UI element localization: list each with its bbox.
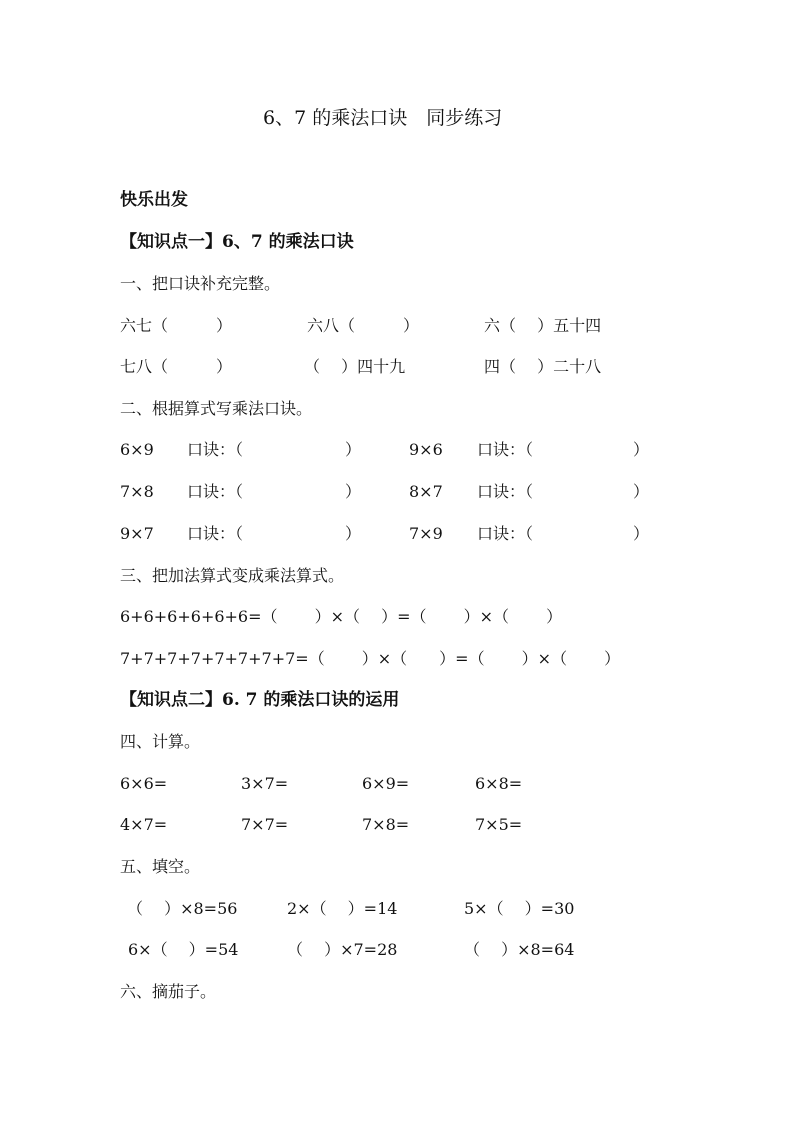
q2-row3-right-label: 口诀：（	[477, 524, 534, 543]
q4-row1-item-1: 6×6=	[120, 774, 168, 793]
q5-row1-item-2: 2×（ ）=14	[287, 899, 398, 918]
q4-row2-item-2: 7×7=	[241, 815, 289, 834]
q4-row1-item-4: 6×8=	[475, 774, 523, 793]
q2-row2-left-expr: 7×8	[120, 482, 154, 501]
q1-item-4: 七八（ ）	[120, 357, 233, 376]
question-4-prompt: 四、计算。	[120, 732, 201, 751]
q5-row2-item-3: （ ）×8=64	[464, 940, 575, 959]
q5-row2-item-1: 6×（ ）=54	[128, 940, 239, 959]
q2-row1-right-label: 口诀：（	[477, 440, 534, 459]
q2-row1-left-label: 口诀：（	[187, 440, 244, 459]
q2-row2-right-expr: 8×7	[409, 482, 443, 501]
knowledge-point-one: 【知识点一】6、7 的乘法口诀	[120, 232, 354, 252]
q1-item-3: 六（ ）五十四	[484, 316, 602, 335]
q1-item-2: 六八（ ）	[307, 316, 420, 335]
question-2-prompt: 二、根据算式写乘法口诀。	[120, 399, 313, 418]
section-heading: 快乐出发	[120, 190, 188, 210]
q2-row2-right-label: 口诀：（	[477, 482, 534, 501]
q2-row3-right-close: ）	[633, 524, 650, 543]
q5-row1-item-3: 5×（ ）=30	[464, 899, 575, 918]
q4-row2-item-1: 4×7=	[120, 815, 168, 834]
q2-row3-left-label: 口诀：（	[187, 524, 244, 543]
q3-line-2: 7+7+7+7+7+7+7+7=（ ）×（ ）=（ ）×（ ）	[120, 649, 621, 668]
q2-row2-left-label: 口诀：（	[187, 482, 244, 501]
q1-item-1: 六七（ ）	[120, 316, 233, 335]
q2-row2-left-close: ）	[345, 482, 362, 501]
question-5-prompt: 五、填空。	[120, 857, 201, 876]
question-1-prompt: 一、把口诀补充完整。	[120, 274, 281, 293]
q2-row1-right-expr: 9×6	[409, 440, 443, 459]
question-3-prompt: 三、把加法算式变成乘法算式。	[120, 566, 345, 585]
q2-row2-right-close: ）	[633, 482, 650, 501]
question-6-prompt: 六、摘茄子。	[120, 982, 217, 1001]
q5-row2-item-2: （ ）×7=28	[287, 940, 398, 959]
q4-row2-item-4: 7×5=	[475, 815, 523, 834]
q5-row1-item-1: （ ）×8=56	[127, 899, 238, 918]
q1-item-5: （ ）四十九	[304, 357, 406, 376]
q2-row1-left-expr: 6×9	[120, 440, 154, 459]
q2-row3-left-expr: 9×7	[120, 524, 154, 543]
q4-row1-item-3: 6×9=	[362, 774, 410, 793]
q1-item-6: 四（ ）二十八	[484, 357, 602, 376]
q2-row3-left-close: ）	[345, 524, 362, 543]
knowledge-point-two: 【知识点二】6. 7 的乘法口诀的运用	[120, 690, 400, 710]
q3-line-1: 6+6+6+6+6+6=（ ）×（ ）=（ ）×（ ）	[120, 607, 563, 626]
q2-row1-left-close: ）	[345, 440, 362, 459]
q2-row1-right-close: ）	[633, 440, 650, 459]
q4-row2-item-3: 7×8=	[362, 815, 410, 834]
q2-row3-right-expr: 7×9	[409, 524, 443, 543]
q4-row1-item-2: 3×7=	[241, 774, 289, 793]
page-title: 6、7 的乘法口诀 同步练习	[263, 107, 503, 129]
